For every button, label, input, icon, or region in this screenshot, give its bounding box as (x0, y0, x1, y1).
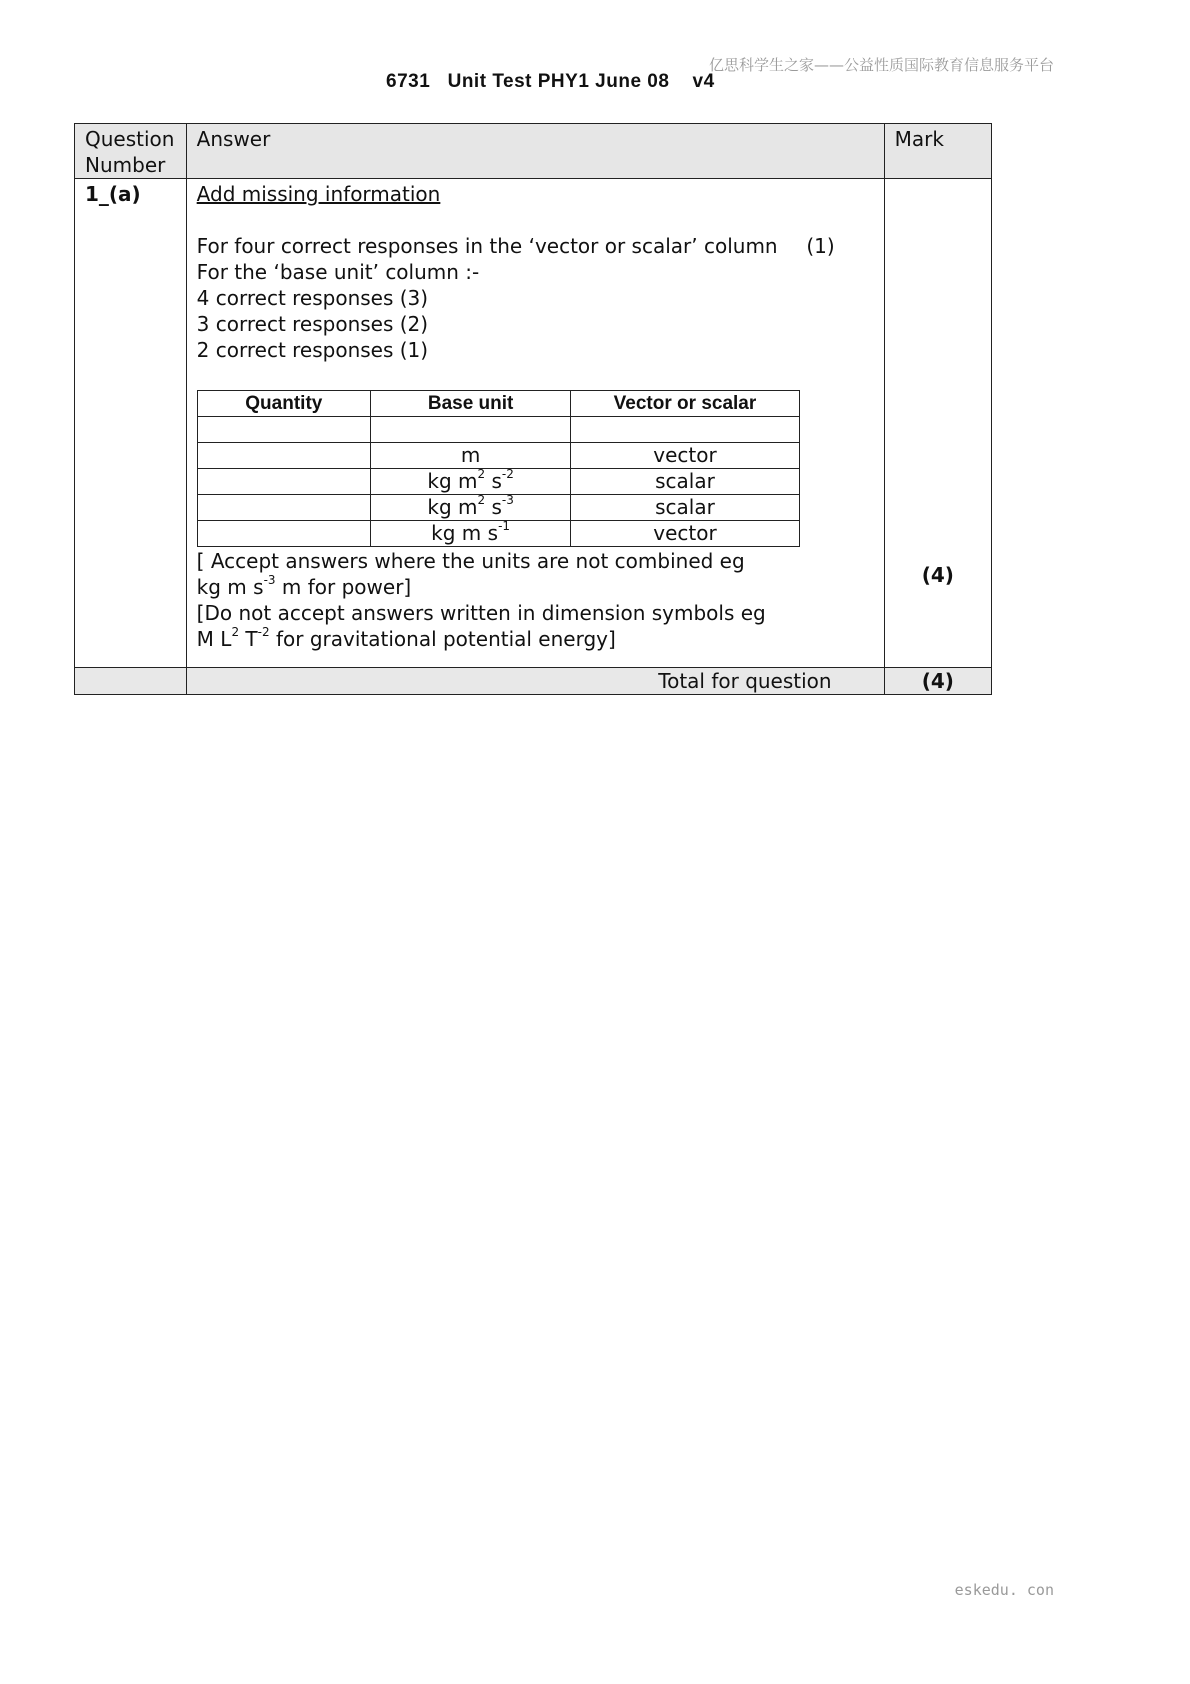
mark-value: (4) (921, 563, 954, 587)
mark-cell (884, 179, 991, 668)
unit-exponent: -2 (501, 467, 514, 482)
reject-note-example (197, 626, 874, 652)
total-mark: (4) (884, 668, 991, 695)
note-exponent: -2 (257, 625, 270, 640)
header-answer: Answer (186, 124, 884, 179)
quantity-cell (197, 469, 370, 495)
type-cell: scalar (571, 469, 799, 495)
units-table (197, 390, 800, 547)
note-text: kg m s (196, 575, 264, 599)
accept-note-example (197, 574, 874, 600)
unit-text: kg m (427, 469, 478, 493)
header-row (75, 124, 992, 179)
type-cell: vector (571, 443, 799, 469)
grade-line: 3 correct responses (2) (196, 312, 429, 336)
units-table-row (197, 443, 799, 469)
base-unit-cell (370, 417, 570, 443)
quantity-cell (197, 521, 370, 547)
units-table-row (197, 417, 799, 443)
units-table-row (197, 521, 799, 547)
base-unit-cell (370, 443, 570, 469)
base-unit-cell (370, 521, 570, 547)
note-exponent: -3 (263, 573, 276, 588)
watermark-top: 亿思科学生之家——公益性质国际教育信息服务平台 (708, 56, 1054, 74)
answer-heading: Add missing information (196, 182, 441, 206)
unit-text: s (485, 469, 502, 493)
total-row (75, 668, 992, 695)
grade-line: 4 correct responses (3) (196, 286, 429, 310)
type-cell: scalar (571, 495, 799, 521)
units-header-quantity: Quantity (197, 391, 370, 417)
note-text: for gravitational potential energy] (269, 627, 616, 651)
note-text: T (239, 627, 258, 651)
quantity-cell (197, 495, 370, 521)
note-text: m for power] (275, 575, 412, 599)
unit-text: kg m (427, 495, 478, 519)
units-header-base-unit: Base unit (370, 391, 570, 417)
watermark-bottom: eskedu. con (954, 1581, 1054, 1599)
grade-line: 2 correct responses (1) (196, 338, 429, 362)
quantity-cell (197, 417, 370, 443)
base-unit-cell (370, 495, 570, 521)
base-unit-intro: For the ‘base unit’ column :- (196, 260, 480, 284)
unit-text: s (485, 495, 502, 519)
unit-text: m (460, 443, 481, 467)
total-empty-cell (75, 668, 187, 695)
base-unit-cell (370, 469, 570, 495)
quantity-cell (197, 443, 370, 469)
unit-exponent: -1 (498, 519, 511, 534)
unit-text: kg m s (431, 521, 499, 545)
note-exponent: 2 (231, 625, 240, 640)
units-table-row (197, 469, 799, 495)
criteria-text: For four correct responses in the ‘vector or scalar’ column (196, 234, 778, 258)
question-number: 1_(a) (75, 179, 187, 668)
answer-cell (186, 179, 884, 668)
reject-note: [Do not accept answers written in dimension symbols eg (196, 601, 766, 625)
accept-note: [ Accept answers where the units are not combined eg (196, 549, 745, 573)
criteria-line (197, 233, 835, 259)
mark-scheme-table (74, 123, 992, 695)
page-title: 6731 Unit Test PHY1 June 08 v4 (386, 71, 715, 92)
note-text: M L (196, 627, 232, 651)
type-cell: vector (571, 521, 799, 547)
type-cell (571, 417, 799, 443)
units-table-row (197, 495, 799, 521)
unit-exponent: 2 (477, 467, 486, 482)
header-question-number: Question Number (75, 124, 187, 179)
units-header-type: Vector or scalar (571, 391, 799, 417)
question-row (75, 179, 992, 668)
units-table-header (197, 391, 799, 417)
unit-exponent: 2 (477, 493, 486, 508)
header-mark: Mark (884, 124, 991, 179)
unit-exponent: -3 (501, 493, 514, 508)
criteria-mark: (1) (806, 234, 835, 258)
total-label: Total for question (186, 668, 884, 695)
